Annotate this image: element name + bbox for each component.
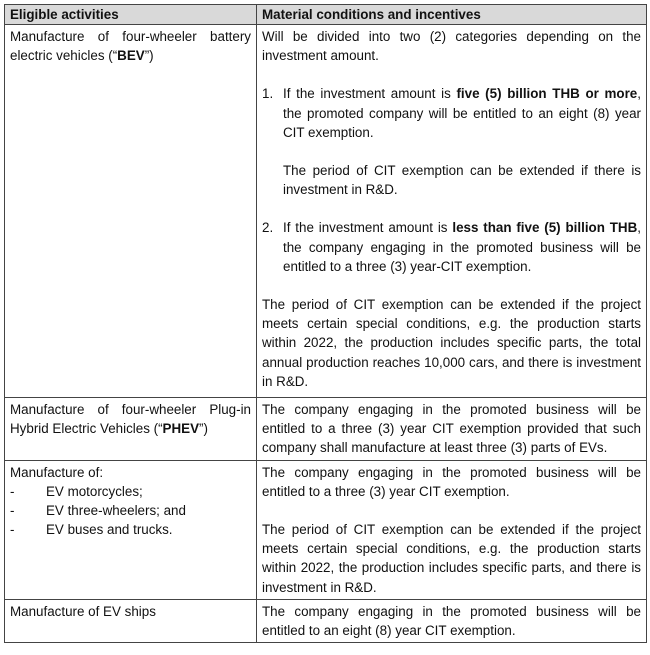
- conditions-cell-ev-other: [257, 460, 647, 599]
- list-item: [262, 218, 641, 276]
- dash-mark: -: [10, 522, 15, 538]
- conditions-cell-ev-ships: The company engaging in the promoted business will be entitled to an eight (8) year CIT exemption.: [257, 599, 647, 642]
- list-number: 1.: [262, 86, 274, 102]
- list-text: If the investment amount is: [283, 220, 453, 236]
- list-item: [10, 520, 251, 539]
- intro-text: Will be divided into two (2) categories depending on the investment amount.: [262, 29, 641, 64]
- document-page: [4, 4, 646, 643]
- list-item-text: EV motorcycles;: [46, 483, 143, 499]
- list-text-end: , the company engaging in the promoted business will be entitled to a three (3) year-CIT exemption.: [283, 220, 641, 274]
- list-item: [10, 501, 251, 520]
- activity-list: [10, 482, 251, 540]
- activity-cell-bev: [5, 25, 257, 398]
- list-text-end: , the promoted company will be entitled to an eight (8) year CIT exemption.: [283, 86, 641, 140]
- conditions-cell-phev: The company engaging in the promoted business will be entitled to a three (3) year CIT exemption provided that such company shall manufacture at least three (3) parts of EVs.: [257, 398, 647, 461]
- list-item-text: EV buses and trucks.: [46, 522, 173, 538]
- activity-cell-ev-other: [5, 460, 257, 599]
- table-row: [5, 398, 647, 461]
- activity-text: Manufacture of four-wheeler Plug-in Hybrid Electric Vehicles (“: [10, 402, 251, 437]
- list-bold: less than five (5) billion THB: [452, 220, 638, 236]
- activity-bold: BEV: [117, 48, 145, 64]
- dash-mark: -: [10, 483, 15, 499]
- incentives-table: [4, 4, 647, 643]
- column-header-eligible-activities: Eligible activities: [5, 5, 257, 25]
- activity-cell-phev: [5, 398, 257, 461]
- list-item: [10, 482, 251, 501]
- activity-cell-ev-ships: Manufacture of EV ships: [5, 599, 257, 642]
- conditions-text: The company engaging in the promoted business will be entitled to a three (3) year CIT exemption.: [262, 464, 641, 499]
- list-text: If the investment amount is: [283, 86, 457, 102]
- table-row: [5, 460, 647, 599]
- list-item-text: EV three-wheelers; and: [46, 503, 186, 519]
- list-number: 2.: [262, 220, 274, 236]
- activity-text-end: ”): [199, 421, 208, 437]
- activity-bold: PHEV: [162, 421, 200, 437]
- list-bold: five (5) billion THB or more: [456, 86, 638, 102]
- activity-title: Manufacture of:: [10, 464, 104, 480]
- activity-text: Manufacture of four-wheeler battery electric vehicles (“: [10, 29, 251, 64]
- list-item: [262, 84, 641, 142]
- conditions-text-extension: The period of CIT exemption can be extended if the project meets certain special conditions, e.g. the production starts within 2022, the production includes specific parts, and there is investment in R&D.: [262, 522, 641, 595]
- dash-mark: -: [10, 503, 15, 519]
- item-note: The period of CIT exemption can be extended if there is investment in R&D.: [283, 163, 641, 198]
- closing-text: The period of CIT exemption can be extended if the project meets certain special conditions, e.g. the production starts within 2022, the production includes specific parts, the total annual production reaches 10,000 cars, and there is investment in R&D.: [262, 297, 641, 389]
- conditions-cell-bev: [257, 25, 647, 398]
- table-row: [5, 599, 647, 642]
- table-row: [5, 25, 647, 398]
- activity-text-end: ”): [144, 48, 154, 64]
- column-header-conditions: Material conditions and incentives: [257, 5, 647, 25]
- table-header-row: [5, 5, 647, 25]
